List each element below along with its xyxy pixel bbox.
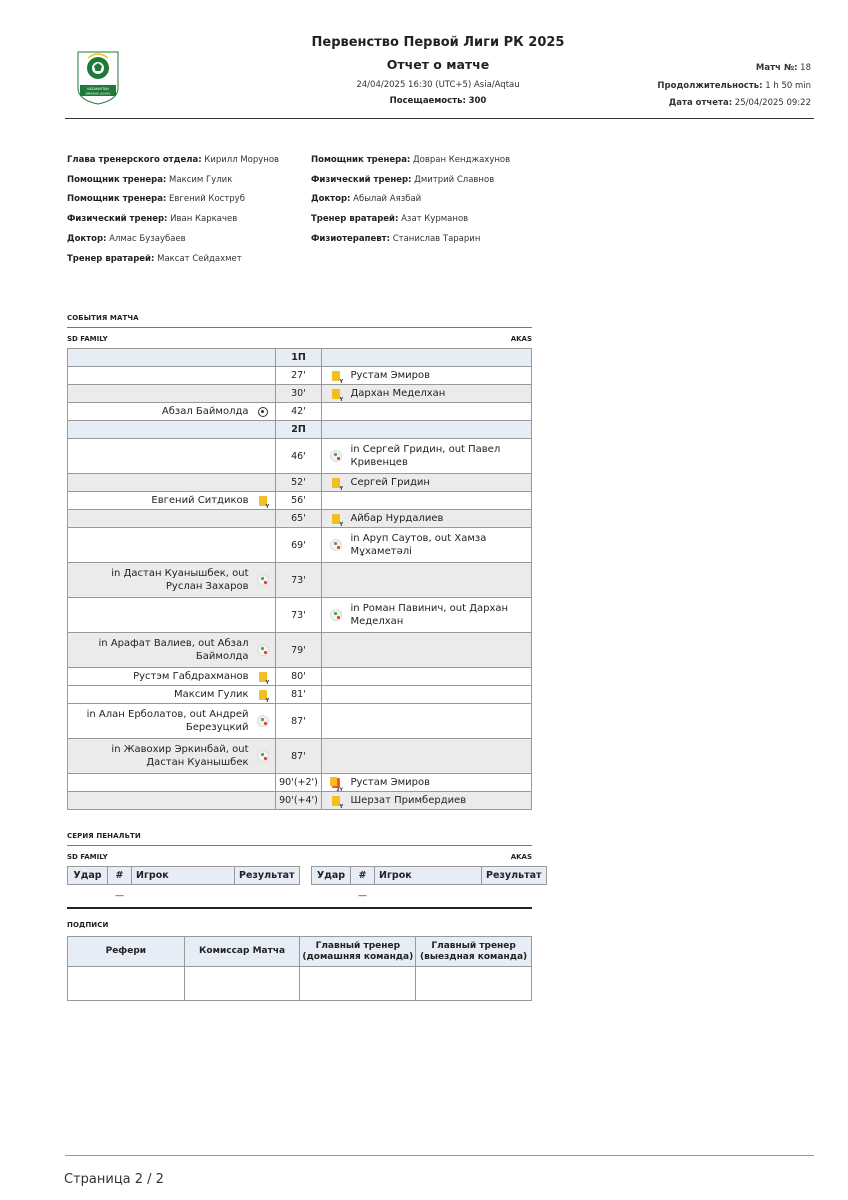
away-event-text: Сергей Гридин [350,477,430,488]
report-date-label: Дата отчета: [668,98,733,108]
substitution-icon [257,715,269,727]
report-date-value: 25/04/2025 09:22 [734,98,811,108]
section-divider [67,327,532,328]
staff-name: Азат Курманов [401,214,469,225]
event-minute: 90'(+2') [275,774,322,792]
event-row [68,774,532,792]
staff-role: Тренер вратарей: [311,214,399,225]
yellow-card-icon [257,495,269,507]
yellow-card-icon [330,370,342,382]
event-minute: 90'(+4') [275,792,322,810]
home-event-text: Евгений Ситдиков [151,495,249,506]
sig-home-coach-title: Главный тренер [315,940,401,951]
signatures-table [67,936,532,1001]
away-event-text: Рустам Эмиров [350,777,430,788]
staff-item [311,210,510,230]
away-event-text: Шерзат Примбердиев [350,795,467,806]
staff-name: Иван Каркачев [170,214,238,225]
match-number-label: Матч №: [755,63,798,73]
sig-home-coach-header [300,937,416,967]
event-row [68,528,532,563]
substitution-icon [257,644,269,656]
event-minute: 79' [275,633,322,668]
event-minute: 81' [275,686,322,704]
yellow-card-icon [330,388,342,400]
event-row [68,633,532,668]
report-date [669,98,811,108]
report-title: Первенство Первой Лиги РК 2025 [311,35,565,50]
period-label: 1П [275,349,322,367]
sig-referee-box[interactable] [68,967,185,1001]
table-header-row [68,867,300,885]
staff-role: Помощник тренера: [311,155,411,165]
event-minute: 80' [275,668,322,686]
event-row [68,739,532,774]
staff-role: Физиотерапевт: [311,233,390,244]
home-event-text: Рустэм Габдрахманов [133,671,249,682]
substitution-icon [330,450,342,462]
duration-value: 1 h 50 min [765,81,811,91]
yellow-card-icon [257,689,269,701]
staff-role: Физический тренер: [311,174,412,185]
empty-marker: — [358,890,367,901]
staff-item [311,171,510,191]
staff-item [67,171,279,191]
sig-away-coach-header [416,937,532,967]
event-row [68,563,532,598]
staff-item [67,190,279,210]
yellow-card-icon [257,671,269,683]
sig-home-coach-box[interactable] [300,967,416,1001]
sig-away-coach-title: Главный тренер [431,940,516,951]
event-minute: 87' [275,739,322,774]
signature-row [68,967,532,1001]
col-kick: Удар [312,867,351,885]
yellow-card-icon [330,795,342,807]
event-minute: 56' [275,492,322,510]
home-event-text: in Дастан Куанышбек, out Руслан Захаров [111,568,249,592]
event-minute: 87' [275,704,322,739]
staff-role: Помощник тренера: [67,174,167,185]
events-away-team: AKAS [510,335,532,343]
event-row [68,686,532,704]
substitution-icon [257,750,269,762]
col-kick: Удар [68,867,108,885]
staff-name: Абылай Аязбай [353,194,422,205]
attendance-label: Посещаемость: [389,96,466,106]
event-row [68,385,532,403]
sig-away-coach-box[interactable] [416,967,532,1001]
table-row [68,885,300,907]
away-event-text: Дархан Меделхан [350,388,446,399]
col-result: Результат [482,867,547,885]
footer-divider [65,1155,814,1156]
match-number [756,63,811,73]
empty-marker: — [115,890,124,901]
staff-name: Максим Гулик [169,174,233,185]
staff-name: Станислав Тарарин [392,233,481,244]
match-events-table [67,348,532,810]
substitution-icon [257,574,269,586]
goal-icon [257,406,269,418]
penalties-team-row [67,853,532,861]
staff-item [67,151,279,171]
home-penalties-table [67,866,300,907]
period-row [68,349,532,367]
event-minute: 73' [275,598,322,633]
away-event-text: Рустам Эмиров [350,370,430,381]
home-event-text: in Жавохир Эркинбай, out Дастан Куанышбек [111,744,249,768]
staff-item [67,230,279,250]
sig-home-coach-subtitle: (домашняя команда) [302,951,414,962]
home-staff-list [67,151,279,269]
events-team-row [67,335,532,343]
table-header-row [312,867,547,885]
duration-label: Продолжительность: [657,81,763,91]
col-player: Игрок [375,867,482,885]
staff-name: Евгений Коструб [169,194,245,205]
yellow-card-icon [330,513,342,525]
sig-commissioner-header: Комиссар Матча [184,937,300,967]
event-row [68,668,532,686]
staff-name: Дмитрий Славнов [414,174,495,185]
sig-commissioner-box[interactable] [184,967,300,1001]
event-row [68,492,532,510]
event-row [68,510,532,528]
header-divider [65,118,814,119]
match-number-value: 18 [800,63,811,73]
away-event-text: in Роман Павинич, out Дархан Меделхан [350,603,509,627]
penalties-away-team: AKAS [510,853,532,861]
staff-item [311,151,510,171]
col-result: Результат [235,867,300,885]
col-number: # [351,867,375,885]
section-divider [67,845,532,846]
event-minute: 30' [275,385,322,403]
away-event-text: in Аруп Саутов, out Хамза Мұхаметәлі [350,533,487,557]
event-minute: 46' [275,439,322,474]
staff-name: Алмас Бузаубаев [109,233,186,244]
staff-item [67,210,279,230]
staff-role: Доктор: [311,194,351,205]
event-minute: 27' [275,367,322,385]
penalties-home-team: SD FAMILY [67,853,108,861]
penalties-section-title: СЕРИЯ ПЕНАЛЬТИ [67,832,141,840]
logo-text-1: KAZAKHSTAN [87,87,109,91]
staff-role: Помощник тренера: [67,194,167,205]
away-event-text: Айбар Нурдалиев [350,513,444,524]
staff-item [67,250,279,270]
second-yellow-card-icon [330,777,342,789]
period-row [68,421,532,439]
home-event-text: Абзал Баймолда [161,406,249,417]
events-home-team: SD FAMILY [67,335,108,343]
event-minute: 42' [275,403,322,421]
staff-name: Довран Кенджахунов [413,155,511,165]
page-number: Страница 2 / 2 [64,1172,164,1187]
col-player: Игрок [132,867,235,885]
event-minute: 65' [275,510,322,528]
event-row [68,403,532,421]
away-event-text: in Сергей Гридин, out Павел Кривенцев [350,444,501,468]
staff-role: Доктор: [67,233,107,244]
event-row [68,474,532,492]
signatures-section-title: ПОДПИСИ [67,921,109,929]
staff-role: Физический тренер: [67,214,168,225]
substitution-icon [330,609,342,621]
attendance-value: 300 [468,96,487,106]
away-penalties-table [311,866,547,907]
match-duration [657,81,811,91]
event-row [68,598,532,633]
event-row [68,439,532,474]
home-event-text: in Арафат Валиев, out Абзал Баймолда [98,638,249,662]
sig-away-coach-subtitle: (выездная команда) [420,951,528,962]
yellow-card-icon [330,477,342,489]
event-minute: 69' [275,528,322,563]
event-row [68,704,532,739]
report-header [0,0,848,120]
report-subtitle: Отчет о матче [386,57,490,72]
home-event-text: in Алан Ерболатов, out Андрей Березуцкий [86,709,249,733]
staff-role: Глава тренерского отдела: [67,155,202,165]
event-minute: 73' [275,563,322,598]
table-header-row [68,937,532,967]
col-number: # [108,867,132,885]
events-section-title: СОБЫТИЯ МАТЧА [67,314,139,322]
signatures-divider [67,907,532,909]
staff-item [311,230,510,250]
sig-referee-header: Рефери [68,937,185,967]
event-minute: 52' [275,474,322,492]
match-datetime: 24/04/2025 16:30 (UTC+5) Asia/Aqtau [356,80,520,90]
event-row [68,367,532,385]
staff-role: Тренер вратарей: [67,253,155,264]
substitution-icon [330,539,342,551]
away-staff-list [311,151,510,250]
staff-item [311,190,510,210]
staff-name: Максат Сейдахмет [157,253,242,264]
logo-text-2: BIRINSHI LIGASY [85,91,111,96]
staff-name: Кирилл Морунов [204,155,280,165]
event-row [68,792,532,810]
period-label: 2П [275,421,322,439]
home-event-text: Максим Гулик [174,689,249,700]
table-row [312,885,547,907]
